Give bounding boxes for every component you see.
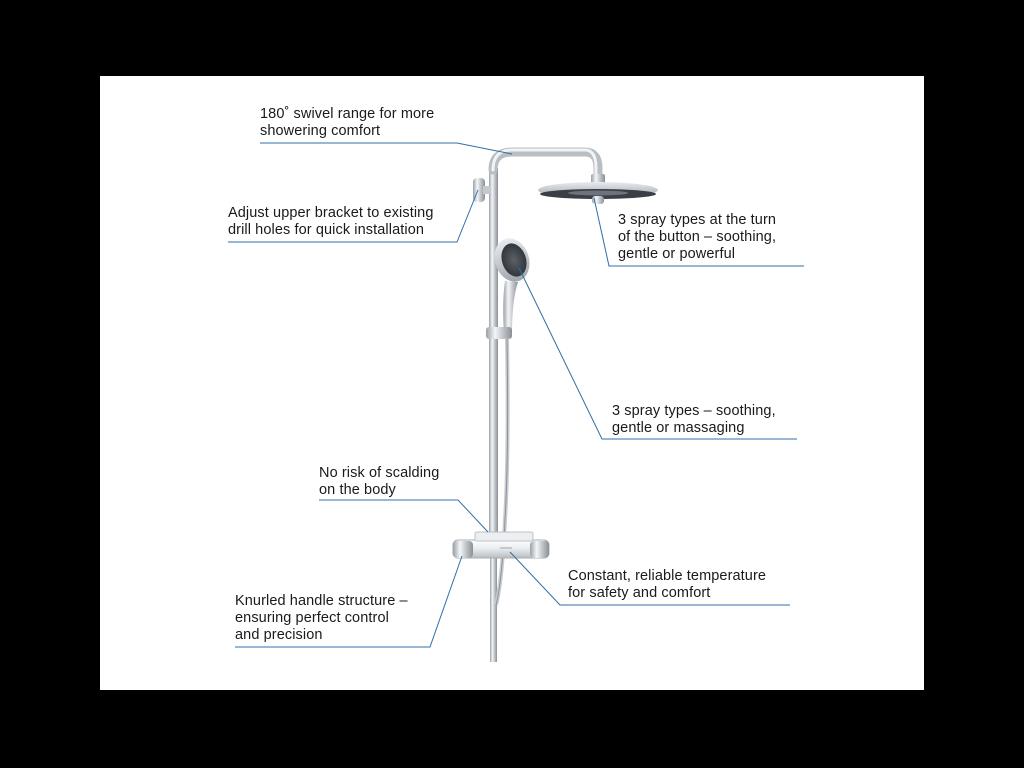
callout-head-spray: [618, 212, 776, 263]
thermostat-valve: [453, 532, 549, 558]
callout-line: Knurled handle structure –: [235, 593, 408, 609]
callout-line: drill holes for quick installation: [228, 222, 425, 238]
overhead-shower-head: [538, 174, 658, 204]
callout-line: Constant, reliable temperature: [568, 568, 767, 584]
callout-line: on the body: [319, 482, 396, 498]
callout-line: of the button – soothing,: [618, 229, 777, 245]
callout-line: No risk of scalding: [319, 465, 440, 481]
wall-bracket: [473, 178, 491, 202]
callout-swivel: [260, 106, 434, 140]
callout-line: 3 spray types at the turn: [618, 212, 777, 228]
callout-line: gentle or massaging: [612, 420, 745, 436]
callout-line: ensuring perfect control: [235, 610, 389, 626]
callout-bracket: [228, 205, 434, 239]
leader-swivel: [260, 143, 512, 154]
callout-line: for safety and comfort: [568, 585, 711, 601]
callout-line: showering comfort: [260, 123, 381, 139]
callout-line: 180˚ swivel range for more: [260, 106, 435, 122]
callout-line: gentle or powerful: [618, 246, 736, 262]
riser-pipe: [489, 168, 498, 538]
swivel-arm: [493, 152, 598, 178]
outlet-pipe: [490, 558, 497, 662]
callout-scalding: [319, 465, 439, 499]
leader-scalding: [319, 500, 488, 532]
callout-line: Adjust upper bracket to existing: [228, 205, 434, 221]
callout-hand-spray: [612, 403, 776, 437]
callout-line: 3 spray types – soothing,: [612, 403, 776, 419]
callout-handle: [235, 593, 408, 644]
callout-line: and precision: [235, 627, 323, 643]
callout-temperature: [568, 568, 766, 602]
